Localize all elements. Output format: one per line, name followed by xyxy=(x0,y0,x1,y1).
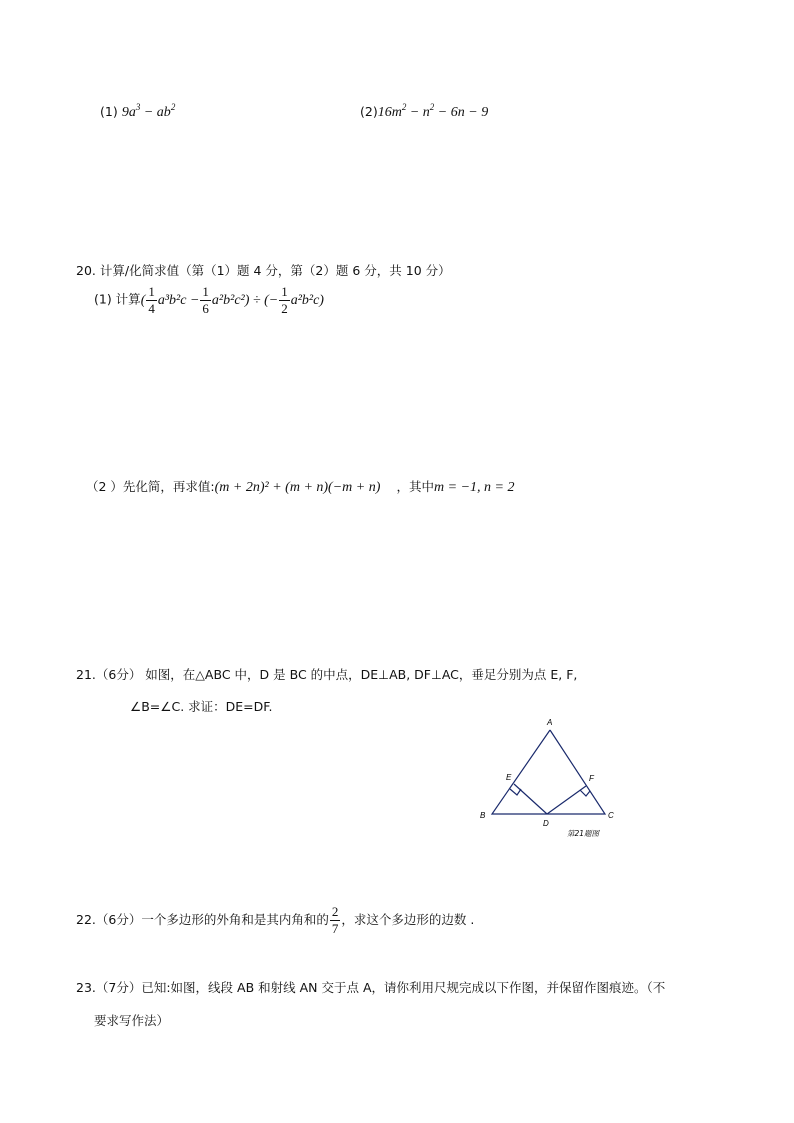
q21-line1: 21.（6分） 如图，在△ABC 中，D 是 BC 的中点，DE⊥AB, DF⊥AC，垂足分别为点 E, F, xyxy=(76,667,578,682)
q19-part2: $(2)16m^2 - n^2 - 6n - 9$ xyxy=(360,102,489,120)
q21-triangle-figure xyxy=(470,712,630,842)
label-b: B xyxy=(480,811,486,820)
q20-part1: (1) 计算( $\frac{1}{4}$ a³b²c − $\frac{1}{6}$ a²b²c²) ÷ (− $\frac{1}{2}$ a²b²c) xyxy=(94,284,324,316)
q23-line1: 23.（7分）已知:如图，线段 AB 和射线 AN 交于点 A，请你利用尺规完成以下作图，并保留作图痕迹。（不 xyxy=(76,980,666,995)
label-f: F xyxy=(589,774,594,783)
q20-part2: （2 ）先化简，再求值:(m + 2n)² + (m + n)(−m + n) ，其中m = −1, n = 2 xyxy=(86,479,515,495)
fraction-two-sevenths: $\frac{2}{7}$ xyxy=(331,904,339,936)
label-a: A xyxy=(547,718,553,727)
q23-line2: 要求写作法） xyxy=(94,1013,170,1028)
q20-part2-condition: m = −1, n = 2 xyxy=(434,480,515,495)
q20-part1-expression: ( $\frac{1}{4}$ a³b²c − $\frac{1}{6}$ a²b²c²) ÷ (− $\frac{1}{2}$ a²b²c) xyxy=(140,284,324,316)
triangle-abc xyxy=(492,730,605,814)
q22-line: 22.（6分）一个多边形的外角和是其内角和的 $\frac{2}{7}$ ，求这个多边形的边数 . xyxy=(76,904,475,936)
right-angle-mark-f xyxy=(580,790,590,796)
label-e: E xyxy=(506,773,512,782)
segment-de xyxy=(514,784,547,814)
fraction-one-quarter: $\frac{1}{4}$ xyxy=(148,284,155,316)
fraction-one-half: $\frac{1}{2}$ xyxy=(281,284,288,316)
q20-heading: 20. 计算/化简求值（第（1）题 4 分，第（2）题 6 分，共 10 分） xyxy=(76,263,451,278)
figure-caption: 第21题图 xyxy=(567,829,600,838)
label-d: D xyxy=(543,819,549,828)
right-angle-mark-e xyxy=(510,789,521,795)
label-c: C xyxy=(608,811,614,820)
q20-part2-expression: (m + 2n)² + (m + n)(−m + n) xyxy=(214,480,381,495)
q19-part2-expression: $16m^2 - n^2 - 6n - 9$ xyxy=(377,102,489,120)
q21-line2: ∠B=∠C. 求证：DE=DF. xyxy=(130,699,273,714)
q19-part1-expression: $9a^3 - ab^2$ xyxy=(121,102,176,120)
fraction-one-sixth: $\frac{1}{6}$ xyxy=(202,284,209,316)
q19-part1: (1) $9a^3 - ab^2$ xyxy=(100,102,176,120)
